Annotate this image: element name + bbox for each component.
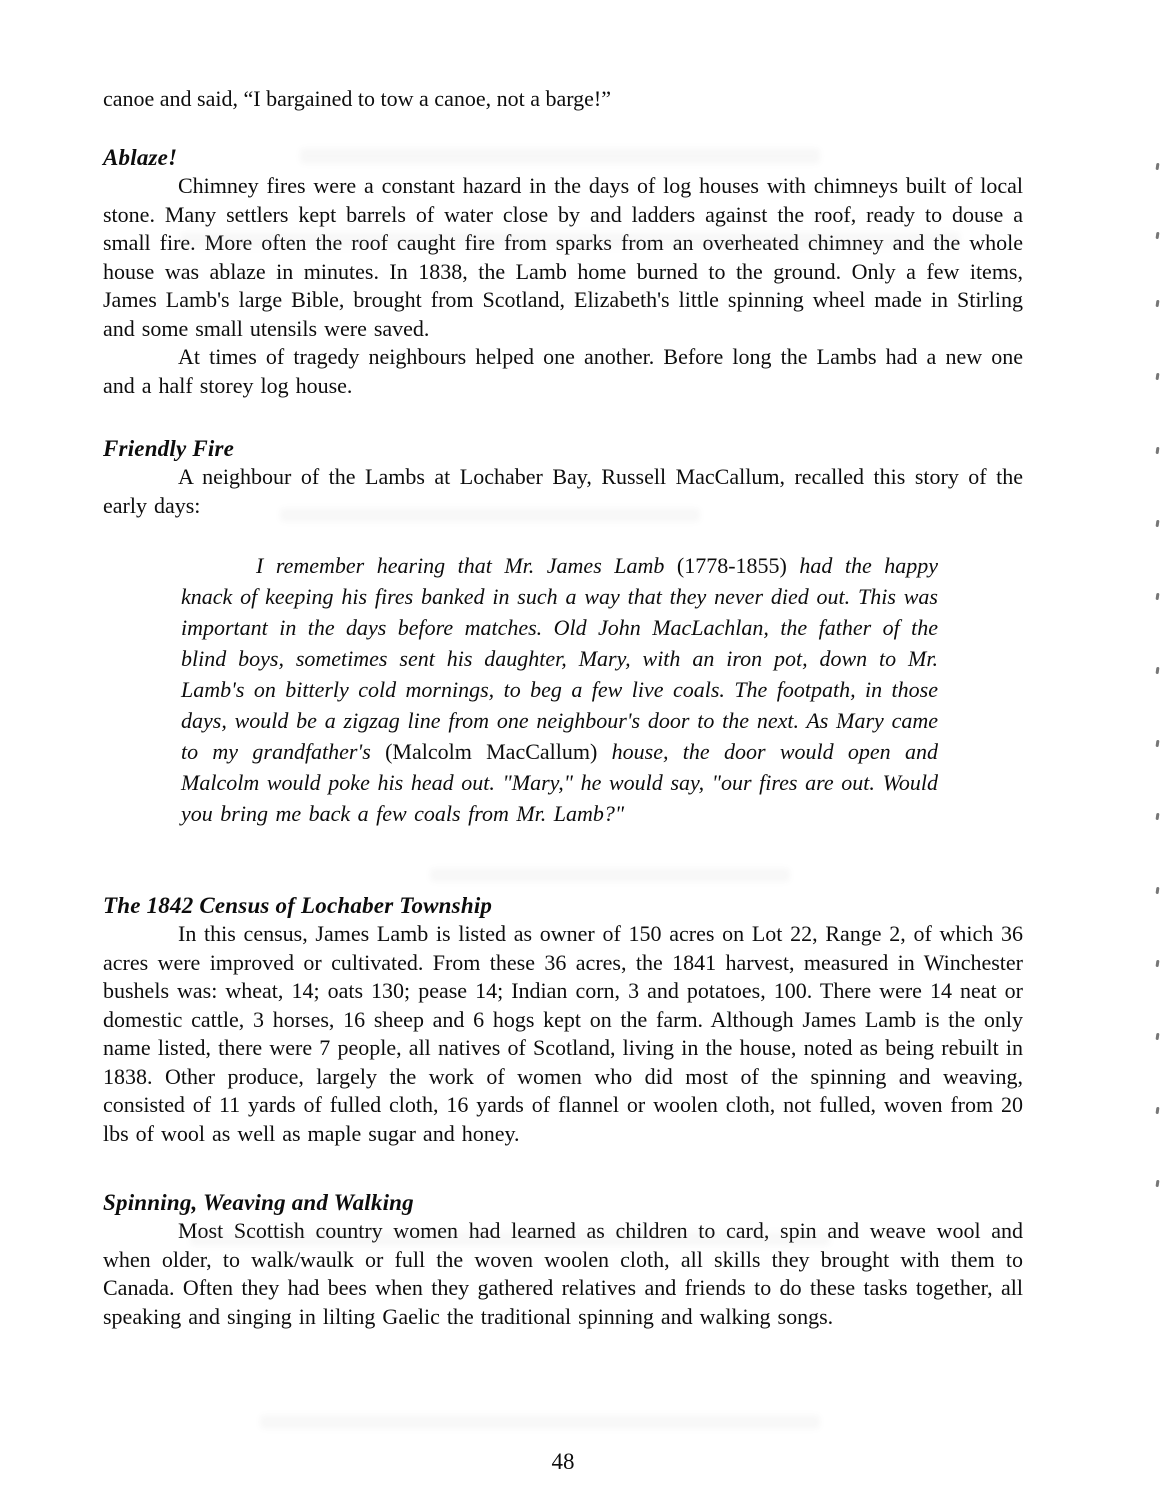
scan-artifact-mark [1156, 300, 1160, 307]
page-number: 48 [551, 1449, 575, 1474]
quote-segment-italic: house, the door would open and Malcolm would poke his head out. "Mary," he would say, "our fires are out. Would you bring me back a few coals from Mr. Lamb?" [181, 739, 938, 826]
quote-segment-italic: had the happy knack of keeping his fires banked in such a way that they never died out. This was important in the days before matches. Old John MacLachlan, the father of the blind boys, sometimes sent his daughter, Mary, with an iron pot, down to Mr. Lamb's on bitterly cold mornings, to beg a few live coals. The footpath, in those days, would be a zigzag line from one neighbour's door to the next. As Mary came to my grandfather's [181, 553, 938, 764]
paragraph-friendly-fire: A neighbour of the Lambs at Lochaber Bay, Russell MacCallum, recalled this story of the early days: [103, 464, 1023, 518]
section-heading-spinning: Spinning, Weaving and Walking [103, 1190, 414, 1215]
quote-segment-italic: I remember hearing that Mr. James Lamb [256, 553, 677, 578]
scan-artifact-mark [1156, 813, 1160, 820]
scan-artifact-mark [1156, 887, 1160, 894]
paragraph-census: In this census, James Lamb is listed as owner of 150 acres on Lot 22, Range 2, of which 36 acres were improved or cultivated. From these 36 acres, the 1841 harvest, measured in Winchester bushels was: wheat, 14; oats 130; pease 14; Indian corn, 3 and potatoes, 100. There were 14 neat or domestic cattle, 3 horses, 16 sheep and 6 hogs kept on the farm. Although James Lamb is the only name listed, there were 7 people, all natives of Scotland, living in the house, noted as being rebuilt in 1838. Other produce, largely the work of women who did most of the spinning and weaving, consisted of 11 yards of fulled cloth, 16 yards of flannel or woolen cloth, not fulled, woven from 20 lbs of wool as well as maple sugar and honey. [103, 921, 1023, 1146]
block-quote [181, 550, 938, 829]
section-heading-ablaze: Ablaze! [103, 145, 178, 170]
text-block [103, 84, 1023, 1331]
showthrough-smudge [260, 1415, 820, 1429]
quote-segment-roman-dates: (1778-1855) [676, 553, 787, 578]
scan-artifact-mark [1156, 1107, 1160, 1114]
scan-artifact-mark [1156, 593, 1160, 600]
scan-artifact-mark [1156, 232, 1160, 239]
scan-artifact-mark [1156, 520, 1160, 527]
scan-artifact-mark [1156, 1033, 1160, 1040]
scan-artifact-mark [1156, 667, 1160, 674]
scan-artifact-mark [1156, 373, 1160, 380]
scan-artifact-mark [1156, 1180, 1160, 1187]
paragraph-spinning: Most Scottish country women had learned as children to card, spin and weave wool and when older, to walk/waulk or full the woven woolen cloth, all skills they brought with them to Canada. Often they had bees when they gathered relatives and friends to do these tasks together, all speaking and singing in lilting Gaelic the traditional spinning and walking songs. [103, 1218, 1023, 1329]
scan-artifact-mark [1156, 960, 1160, 967]
section-heading-friendly-fire: Friendly Fire [103, 436, 235, 461]
scan-artifact-mark [1156, 447, 1160, 454]
paragraph-ablaze-1: Chimney fires were a constant hazard in the days of log houses with chimneys built of local stone. Many settlers kept barrels of water close by and ladders against the roof, ready to douse a small fire. More often the roof caught fire from sparks from an overheated chimney and the whole house was ablaze in minutes. In 1838, the Lamb home burned to the ground. Only a few items, James Lamb's large Bible, brought from Scotland, Elizabeth's little spinning wheel made in Stirling and some small utensils were saved. [103, 173, 1023, 341]
quote-segment-roman-name: (Malcolm MacCallum) [385, 739, 598, 764]
paragraph-ablaze-2: At times of tragedy neighbours helped one another. Before long the Lambs had a new one and a half storey log house. [103, 344, 1023, 398]
scan-artifact-mark [1156, 740, 1160, 747]
section-heading-census: The 1842 Census of Lochaber Township [103, 893, 493, 918]
continuation-line: canoe and said, “I bargained to tow a canoe, not a barge!” [103, 86, 612, 111]
scan-artifact-mark [1156, 163, 1160, 170]
